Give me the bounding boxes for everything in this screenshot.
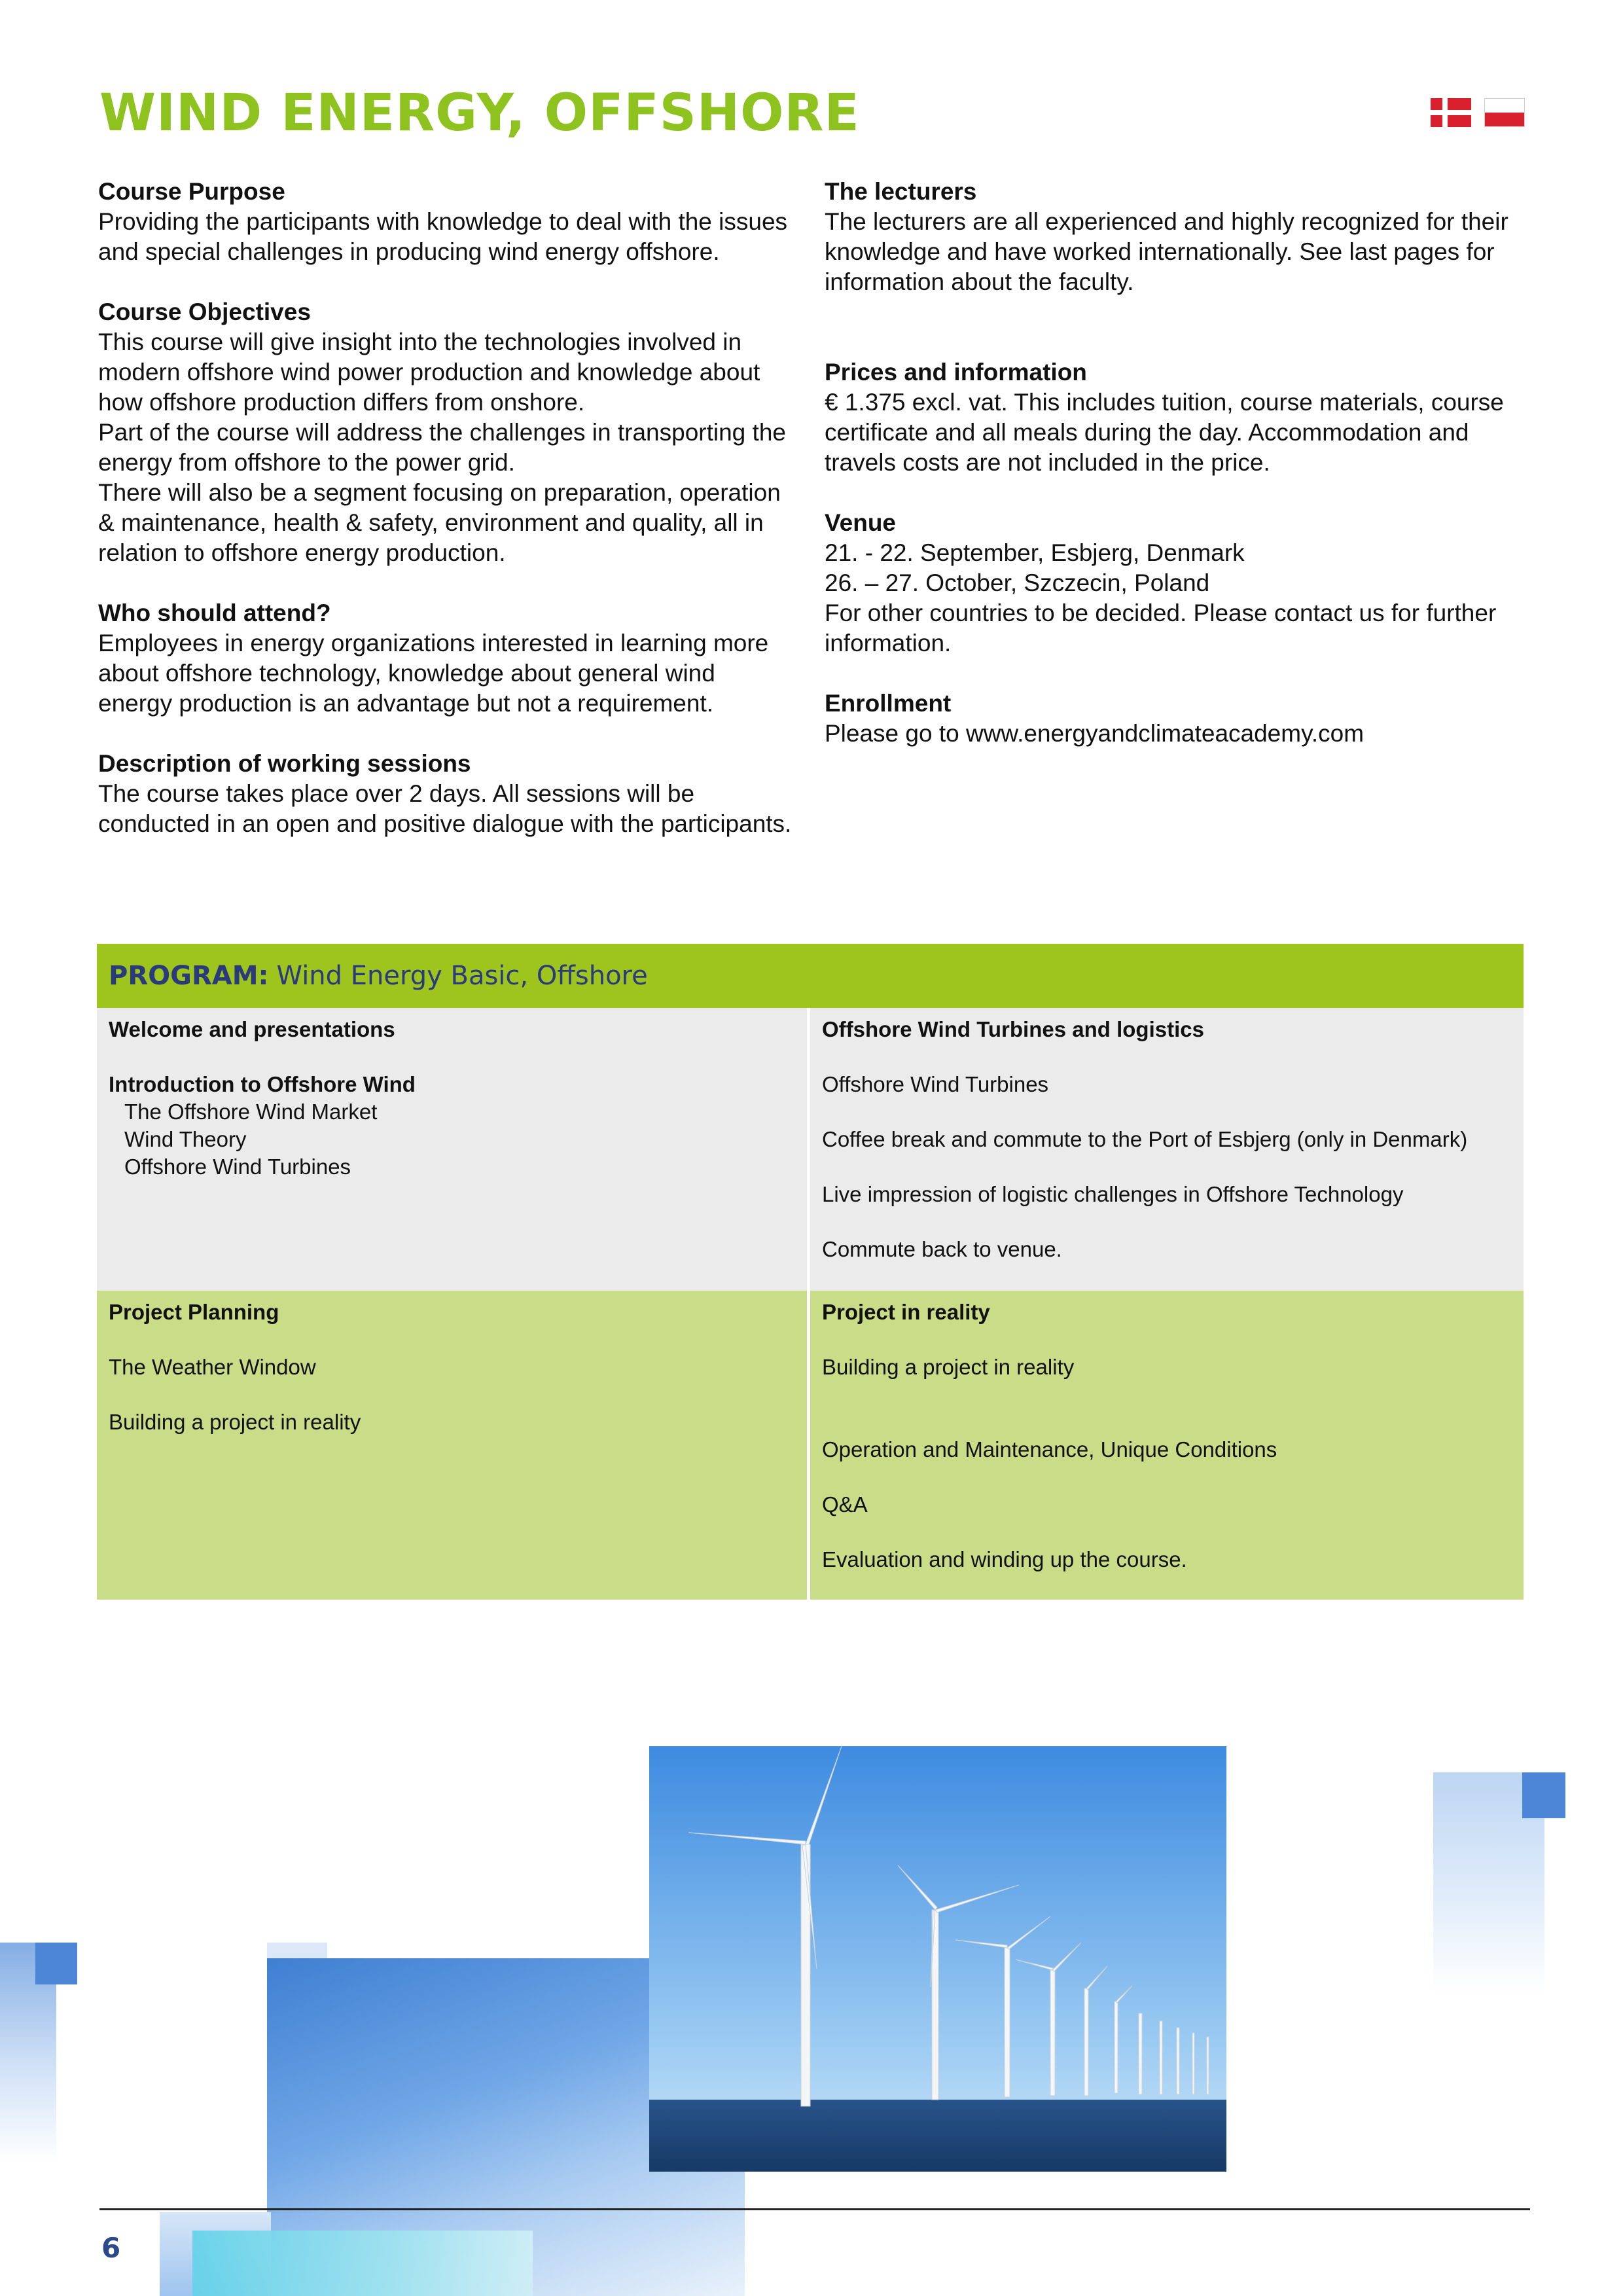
program-header: [97, 944, 1524, 1008]
section-text: This course will give insight into the technologies involved in modern offshore wind power production and knowledge about how offshore production differs from onshore.: [98, 329, 760, 416]
decorative-sky-tile: [1522, 1772, 1565, 1818]
course-objectives-section: [98, 297, 792, 568]
program-item: The Offshore Wind Market: [124, 1100, 378, 1124]
cell-heading: Project in reality: [822, 1300, 990, 1324]
program-item: Evaluation and winding up the course.: [822, 1547, 1187, 1571]
lecturers-section: [825, 177, 1531, 297]
section-text: Employees in energy organizations interested in learning more about offshore technology, knowledge about general wind energy production is an advantage but not a requirement.: [98, 630, 769, 717]
page-number: 6: [101, 2232, 121, 2264]
section-heading: Who should attend?: [98, 600, 331, 626]
program-item: Commute back to venue.: [822, 1237, 1062, 1261]
program-row-afternoon: [97, 1291, 1524, 1600]
cell-heading: Offshore Wind Turbines and logistics: [822, 1017, 1204, 1041]
section-text: There will also be a segment focusing on preparation, operation & maintenance, health & safety, environment and quality, all in relation to offshore energy production.: [98, 479, 781, 566]
left-column: [98, 177, 792, 869]
section-text: Part of the course will address the challenges in transporting the energy from offshore to the power grid.: [98, 419, 786, 476]
program-label: PROGRAM:: [109, 961, 269, 991]
day1-afternoon-cell: [97, 1291, 807, 1600]
program-item: Building a project in reality: [822, 1355, 1075, 1379]
prices-section: [825, 357, 1531, 478]
section-text: For other countries to be decided. Please contact us for further information.: [825, 600, 1497, 656]
section-heading: Course Objectives: [98, 298, 311, 325]
section-text: 26. – 27. October, Szczecin, Poland: [825, 569, 1210, 596]
enrollment-section: [825, 689, 1531, 749]
decorative-sky-tile: [35, 1943, 77, 1984]
program-item: Building a project in reality: [109, 1410, 361, 1434]
section-heading: The lecturers: [825, 178, 977, 205]
offshore-wind-farm-photo: [649, 1746, 1226, 2172]
who-should-attend-section: [98, 598, 792, 719]
cell-subheading: Introduction to Offshore Wind: [109, 1072, 416, 1096]
section-heading: Prices and information: [825, 359, 1087, 386]
section-heading: Venue: [825, 509, 896, 536]
program-item: Offshore Wind Turbines: [124, 1155, 351, 1179]
program-item: Coffee break and commute to the Port of Esbjerg (only in Denmark): [822, 1127, 1468, 1151]
poland-flag-icon: [1484, 98, 1525, 127]
cell-heading: Welcome and presentations: [109, 1017, 395, 1041]
venue-section: [825, 508, 1531, 658]
right-column: [825, 177, 1531, 779]
section-heading: Course Purpose: [98, 178, 285, 205]
decorative-sky-tile: [192, 2231, 533, 2296]
section-text: The course takes place over 2 days. All sessions will be conducted in an open and positive dialogue with the participants.: [98, 780, 792, 837]
decorative-sky-tile: [267, 1943, 327, 1958]
page-title: WIND ENERGY, OFFSHORE: [99, 84, 860, 143]
section-text: Providing the participants with knowledge to deal with the issues and special challenges in producing wind energy offshore.: [98, 208, 788, 265]
program-row-morning: [97, 1008, 1524, 1291]
program-item: Wind Theory: [124, 1127, 247, 1151]
day1-morning-cell: [97, 1008, 807, 1291]
program-table: [97, 944, 1524, 1600]
program-item: Q&A: [822, 1492, 868, 1516]
section-text: € 1.375 excl. vat. This includes tuition, course materials, course certificate and all meals during the day. Accommodation and travels costs are not included in the price.: [825, 389, 1504, 476]
program-title: Wind Energy Basic, Offshore: [276, 961, 648, 991]
section-text: Please go to www.energyandclimateacademy.com: [825, 720, 1364, 747]
program-item: Operation and Maintenance, Unique Conditions: [822, 1437, 1277, 1462]
section-heading: Description of working sessions: [98, 750, 471, 777]
section-text: The lecturers are all experienced and highly recognized for their knowledge and have worked internationally. See last pages for information about the faculty.: [825, 208, 1508, 295]
denmark-flag-icon: [1431, 98, 1471, 127]
program-item: Offshore Wind Turbines: [822, 1072, 1049, 1096]
working-sessions-section: [98, 749, 792, 839]
program-item: Live impression of logistic challenges in Offshore Technology: [822, 1182, 1404, 1206]
course-purpose-section: [98, 177, 792, 267]
cell-heading: Project Planning: [109, 1300, 279, 1324]
footer-divider: [99, 2208, 1530, 2210]
day2-morning-cell: [807, 1008, 1524, 1291]
section-heading: Enrollment: [825, 690, 952, 717]
section-text: 21. - 22. September, Esbjerg, Denmark: [825, 539, 1245, 566]
day2-afternoon-cell: [807, 1291, 1524, 1600]
program-item: The Weather Window: [109, 1355, 316, 1379]
